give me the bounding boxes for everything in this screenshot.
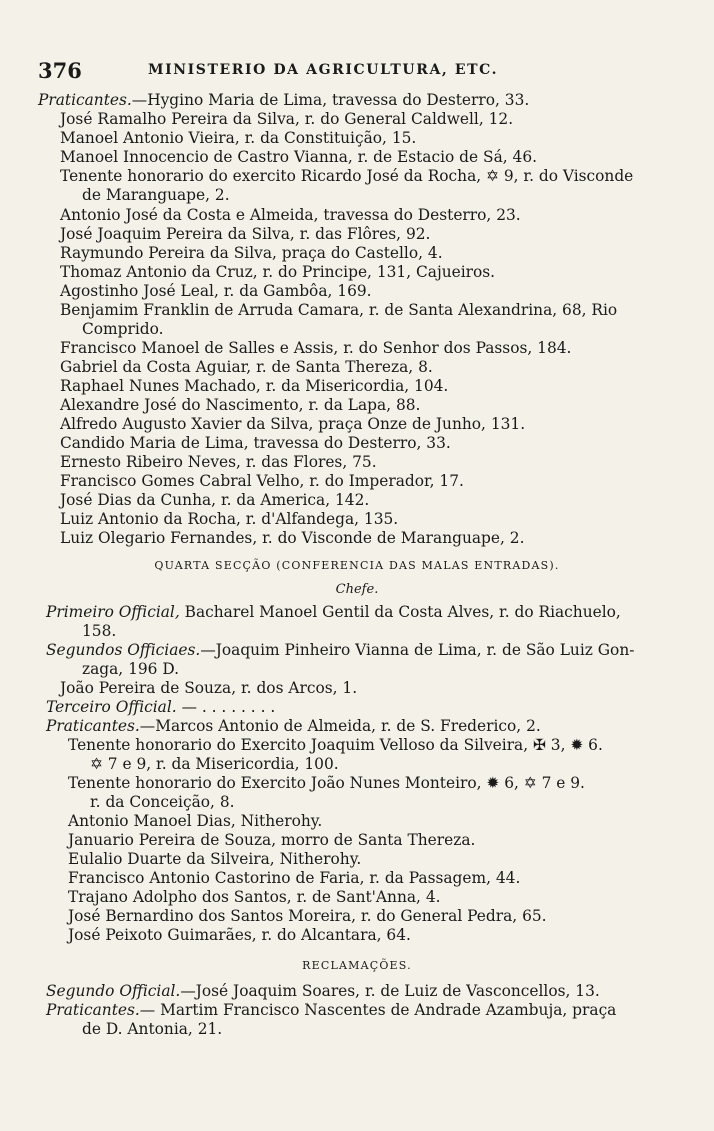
- entry-line: ✡ 7 e 9, r. da Misericordia, 100.: [90, 755, 339, 773]
- entry-line: Manoel Antonio Vieira, r. da Constituição, 15.: [60, 129, 417, 147]
- entry-line: João Pereira de Souza, r. dos Arcos, 1.: [60, 679, 358, 697]
- subsection-heading: Chefe.: [335, 582, 379, 597]
- role-label: Praticantes.: [38, 91, 132, 109]
- entry-text: —Hygino Maria de Lima, travessa do Desterro, 33.: [131, 91, 530, 109]
- entry-line: Tenente honorario do Exercito João Nunes Monteiro, ✹ 6, ✡ 7 e 9.: [68, 774, 585, 792]
- entry-line: zaga, 196 D.: [82, 660, 180, 678]
- entry-line: de D. Antonia, 21.: [82, 1020, 223, 1038]
- entry-line: Comprido.: [82, 320, 164, 338]
- entry-line: Francisco Manoel de Salles e Assis, r. do Senhor dos Passos, 184.: [60, 339, 572, 357]
- entry-line: [46, 982, 600, 1001]
- role-label: Terceiro Official.: [46, 698, 177, 716]
- entry-line: Antonio Manoel Dias, Nitherohy.: [68, 812, 323, 830]
- entry-line: Raymundo Pereira da Silva, praça do Castello, 4.: [60, 244, 443, 262]
- role-label: Primeiro Official,: [46, 603, 180, 621]
- entry-line: Tenente honorario do Exercito Joaquim Velloso da Silveira, ✠ 3, ✹ 6.: [68, 736, 603, 754]
- role-label: Praticantes.: [46, 717, 140, 735]
- entry-line: Antonio José da Costa e Almeida, travessa do Desterro, 23.: [60, 206, 521, 224]
- entry-line: Gabriel da Costa Aguiar, r. de Santa Thereza, 8.: [60, 358, 433, 376]
- entry-text: —Joaquim Pinheiro Vianna de Lima, r. de São Luiz Gon-: [200, 641, 635, 659]
- entry-line: José Joaquim Pereira da Silva, r. das Flôres, 92.: [60, 225, 431, 243]
- entry-line: r. da Conceição, 8.: [90, 793, 235, 811]
- running-title: MINISTERIO DA AGRICULTURA, ETC.: [148, 62, 499, 78]
- entry-line: [46, 717, 541, 736]
- entry-line: Candido Maria de Lima, travessa do Desterro, 33.: [60, 434, 451, 452]
- entry-line: Francisco Antonio Castorino de Faria, r. da Passagem, 44.: [68, 869, 521, 887]
- entry-line: Tenente honorario do exercito Ricardo José da Rocha, ✡ 9, r. do Visconde: [60, 167, 634, 185]
- entry-line: Ernesto Ribeiro Neves, r. das Flores, 75.: [60, 453, 377, 471]
- entry-line: [38, 91, 529, 110]
- entry-line: Alfredo Augusto Xavier da Silva, praça Onze de Junho, 131.: [60, 415, 526, 433]
- entry-line: Alexandre José do Nascimento, r. da Lapa, 88.: [60, 396, 421, 414]
- entry-line: Eulalio Duarte da Silveira, Nitherohy.: [68, 850, 362, 868]
- entry-line: José Dias da Cunha, r. da America, 142.: [60, 491, 370, 509]
- entry-line: José Ramalho Pereira da Silva, r. do General Caldwell, 12.: [60, 110, 514, 128]
- entry-line: [46, 603, 621, 622]
- role-label: Segundo Official.: [46, 982, 181, 1000]
- entry-line: Benjamim Franklin de Arruda Camara, r. de Santa Alexandrina, 68, Rio: [60, 301, 618, 319]
- page-header: [38, 58, 564, 84]
- entry-text: —José Joaquim Soares, r. de Luiz de Vasconcellos, 13.: [180, 982, 600, 1000]
- entry-text: — Martim Francisco Nascentes de Andrade Azambuja, praça: [139, 1001, 617, 1019]
- entry-line: Manoel Innocencio de Castro Vianna, r. de Estacio de Sá, 46.: [60, 148, 538, 166]
- entry-line: [46, 698, 275, 717]
- entry-line: Raphael Nunes Machado, r. da Misericordia, 104.: [60, 377, 449, 395]
- entry-line: Agostinho José Leal, r. da Gambôa, 169.: [60, 282, 372, 300]
- entry-line: 158.: [82, 622, 117, 640]
- entry-line: Luiz Antonio da Rocha, r. d'Alfandega, 135.: [60, 510, 399, 528]
- entry-line: Januario Pereira de Souza, morro de Santa Thereza.: [68, 831, 476, 849]
- entry-line: de Maranguape, 2.: [82, 186, 230, 204]
- entry-line: Luiz Olegario Fernandes, r. do Visconde de Maranguape, 2.: [60, 529, 525, 547]
- entry-line: Francisco Gomes Cabral Velho, r. do Imperador, 17.: [60, 472, 464, 490]
- entry-line: José Peixoto Guimarães, r. do Alcantara, 64.: [68, 926, 411, 944]
- entry-line: [46, 1001, 616, 1020]
- entry-line: Thomaz Antonio da Cruz, r. do Principe, 131, Cajueiros.: [60, 263, 496, 281]
- entry-text: —Marcos Antonio de Almeida, r. de S. Frederico, 2.: [139, 717, 541, 735]
- role-label: Segundos Officiaes.: [46, 641, 201, 659]
- entry-line: [46, 641, 634, 660]
- entry-text: Bacharel Manoel Gentil da Costa Alves, r. do Riachuelo,: [179, 603, 621, 621]
- entry-text: — . . . . . . . .: [176, 698, 276, 716]
- entry-line: Trajano Adolpho dos Santos, r. de Sant'Anna, 4.: [68, 888, 441, 906]
- entry-line: José Bernardino dos Santos Moreira, r. do General Pedra, 65.: [68, 907, 547, 925]
- page-number: 376: [38, 58, 82, 83]
- section-heading: RECLAMAÇÕES.: [302, 959, 412, 972]
- role-label: Praticantes.: [46, 1001, 140, 1019]
- section-heading: QUARTA SECÇÃO (CONFERENCIA DAS MALAS ENTRADAS).: [154, 559, 560, 572]
